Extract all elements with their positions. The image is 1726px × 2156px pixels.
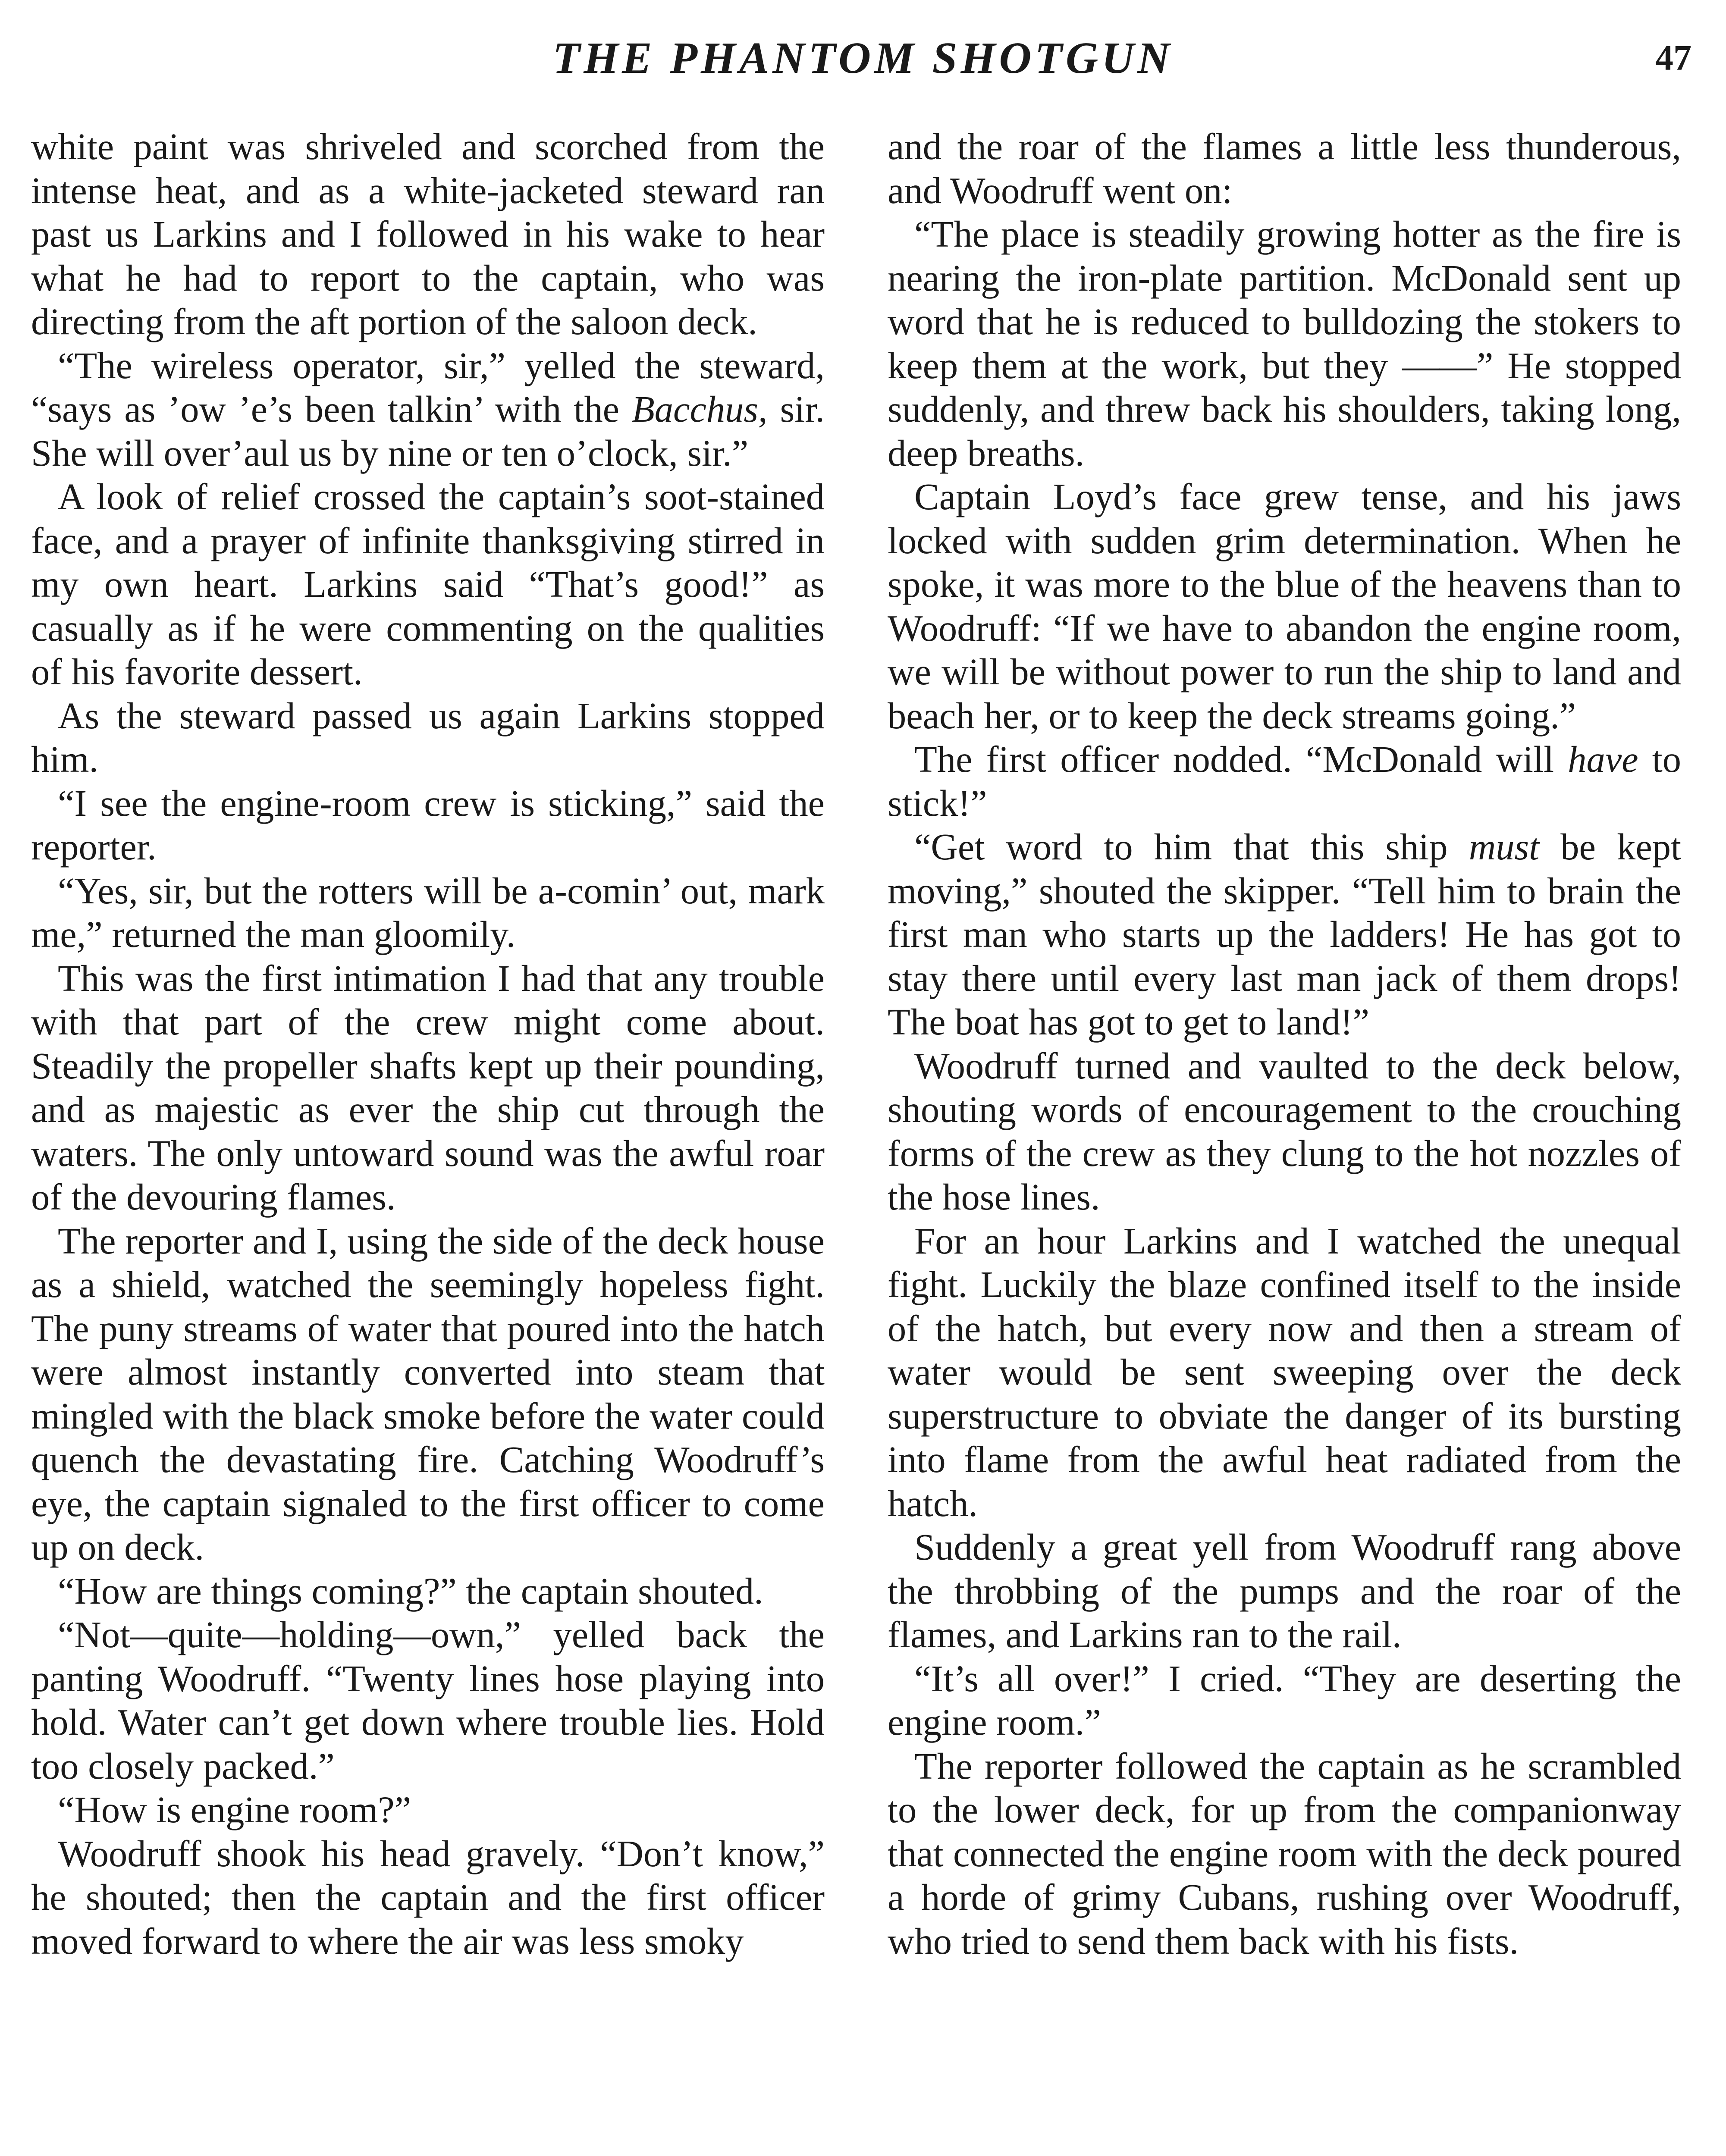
paragraph: The reporter followed the captain as he scrambled to the lower deck, for up from the companionway that connected the engine room with the deck poured a horde of grimy Cubans, rushing over Woodruff, who tried to send them back with his fists.: [888, 1745, 1681, 1962]
page-header: [0, 30, 1726, 86]
emphasis: have: [1568, 739, 1638, 780]
paragraph-text: “The wireless operator, sir,” yelled the steward, “says as ’ow ’e’s been talkin’ with the: [31, 345, 825, 430]
ship-name: Bacchus,: [631, 389, 768, 430]
paragraph: “How is engine room?”: [58, 1789, 411, 1830]
paragraph: For an hour Larkins and I watched the unequal fight. Luckily the blaze confined itself to the inside of the hatch, but every now and then a stream of water would be sent sweeping over the deck superstructure to obviate the danger of its bursting into flame from the awful heat radiated from the hatch.: [888, 1220, 1681, 1524]
paragraph: [31, 344, 825, 476]
paragraph: white paint was shriveled and scorched from the intense heat, and as a white-jacketed steward ran past us Larkins and I followed in his wake to hear what he had to report to the captain, who was directing from the aft portion of the saloon deck.: [31, 126, 825, 342]
paragraph: Captain Loyd’s face grew tense, and his jaws locked with sudden grim determination. When he spoke, it was more to the blue of the heavens than to Woodruff: “If we have to abandon the engine room, we will be without power to run the ship to land and beach her, or to keep the deck streams going.”: [888, 476, 1681, 736]
paragraph: As the steward passed us again Larkins stopped him.: [31, 695, 825, 780]
paragraph: “Yes, sir, but the rotters will be a-comin’ out, mark me,” returned the man gloomily.: [31, 870, 825, 955]
paragraph: [888, 825, 1681, 1044]
right-column: [888, 125, 1681, 1963]
paragraph: [888, 738, 1681, 825]
paragraph: “How are things coming?” the captain shouted.: [58, 1570, 763, 1612]
running-title: THE PHANTOM SHOTGUN: [552, 33, 1174, 83]
page-number: 47: [1655, 38, 1691, 78]
paragraph-text: The first officer nodded. “McDonald will: [914, 739, 1568, 780]
left-column: [31, 125, 825, 1963]
paragraph: “It’s all over!” I cried. “They are deserting the engine room.”: [888, 1658, 1681, 1743]
paragraph: “I see the engine-room crew is sticking,” said the reporter.: [31, 782, 825, 868]
paragraph: “Not—quite—holding—own,” yelled back the panting Woodruff. “Twenty lines hose playing into hold. Water can’t get down where trouble lies. Hold too closely packed.”: [31, 1614, 825, 1787]
paragraph: Suddenly a great yell from Woodruff rang above the throbbing of the pumps and the roar of the flames, and Larkins ran to the rail.: [888, 1526, 1681, 1655]
paragraph: This was the first intimation I had that any trouble with that part of the crew might come about. Steadily the propeller shafts kept up their pounding, and as majestic as ever the ship cut through the waters. The only untoward sound was the awful roar of the devouring flames.: [31, 957, 825, 1218]
paragraph: Woodruff shook his head gravely. “Don’t know,” he shouted; then the captain and the first officer moved forward to where the air was less smoky: [31, 1833, 825, 1962]
paragraph: A look of relief crossed the captain’s soot-stained face, and a prayer of infinite thanksgiving stirred in my own heart. Larkins said “That’s good!” as casually as if he were commenting on the qualities of his favorite dessert.: [31, 476, 825, 693]
paragraph-text: sir. She will over’aul us by nine or ten o’clock, sir.”: [31, 389, 825, 474]
paragraph: and the roar of the flames a little less thunderous, and Woodruff went on:: [888, 126, 1681, 211]
paragraph-text: be kept moving,” shouted the skipper. “Tell him to brain the first man who starts up the ladders! He has got to stay there until every last man jack of them drops! The boat has got to get to land!”: [888, 826, 1681, 1043]
paragraph: “The place is steadily growing hotter as the fire is nearing the iron-plate partition. McDonald sent up word that he is reduced to bulldozing the stokers to keep them at the work, but they ——” He stopped suddenly, and threw back his shoulders, taking long, deep breaths.: [888, 213, 1681, 474]
emphasis: must: [1469, 826, 1540, 868]
paragraph-text: “Get word to him that this ship: [914, 826, 1469, 868]
paragraph-text: to stick!”: [888, 739, 1681, 824]
paragraph: The reporter and I, using the side of the deck house as a shield, watched the seemingly hopeless fight. The puny streams of water that poured into the hatch were almost instantly converted into steam that mingled with the black smoke before the water could quench the devastating fire. Catching Woodruff’s eye, the captain signaled to the first officer to come up on deck.: [31, 1220, 825, 1568]
paragraph: Woodruff turned and vaulted to the deck below, shouting words of encouragement to the crouching forms of the crew as they clung to the hot nozzles of the hose lines.: [888, 1045, 1681, 1218]
